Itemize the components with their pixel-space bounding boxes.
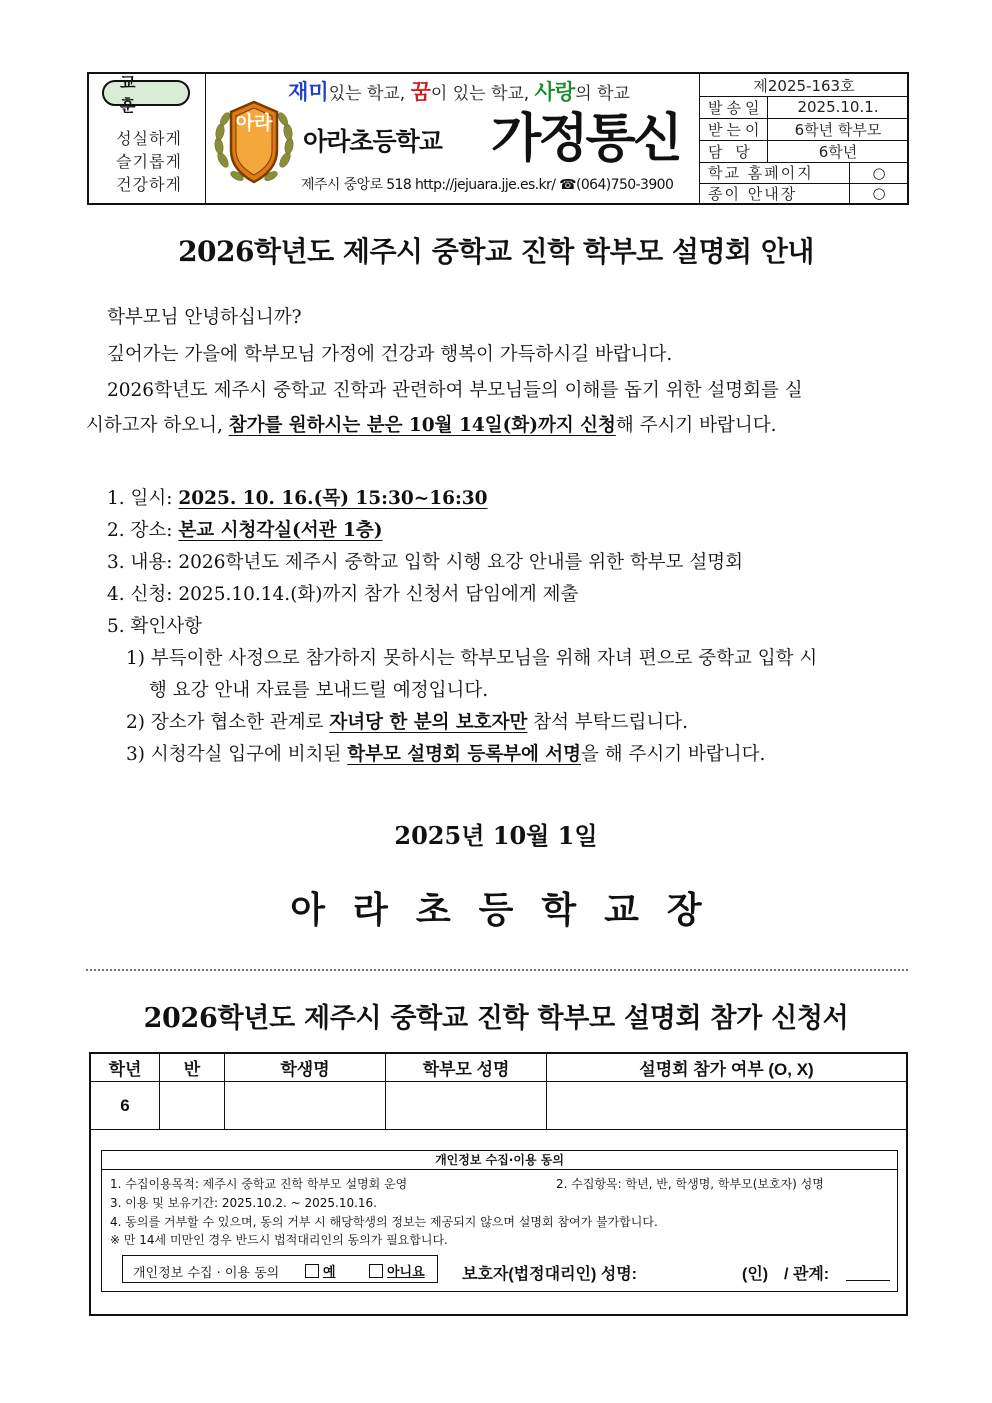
note-2-a: 2) 장소가 협소한 관계로 <box>126 712 330 733</box>
newsletter-header <box>87 72 909 205</box>
no-checkbox[interactable] <box>369 1264 383 1278</box>
item-place-value: 본교 시청각실(서관 1층) <box>178 520 383 541</box>
note-1: 1) 부득이한 사정으로 참가하지 못하시는 학부모님을 위해 자녀 편으로 중학교 입학 시 <box>126 648 818 669</box>
in-charge-row <box>700 140 908 163</box>
doc-number-row <box>700 74 908 97</box>
motto-badge: 교 훈 <box>102 80 190 106</box>
item-datetime-label: 1. 일시: <box>107 488 179 509</box>
consent-title: 개인정보 수집·이용 동의 <box>102 1151 897 1170</box>
cell-parent-name[interactable] <box>386 1082 547 1130</box>
relation-input-line[interactable] <box>846 1280 890 1281</box>
guardian-name-label: 보호자(법정대리인) 성명: <box>462 1266 637 1283</box>
slogan-part1: 있는 학교, <box>328 84 411 104</box>
note-2-b: 참석 부탁드립니다. <box>527 712 689 733</box>
relation-label: / 관계: <box>784 1266 830 1283</box>
cell-grade: 6 <box>91 1082 160 1130</box>
recipient-label: 받는이 <box>700 118 768 140</box>
item-place <box>107 516 383 542</box>
table-header-row <box>91 1054 906 1082</box>
send-date-value: 2025.10.1. <box>797 98 879 116</box>
slogan-part3: 의 학교 <box>575 84 630 104</box>
slogan-dream: 꿈 <box>410 80 431 104</box>
consent-minor-note: ※ 만 14세 미만인 경우 반드시 법적대리인의 동의가 필요합니다. <box>110 1233 448 1247</box>
body-line-4 <box>86 411 777 437</box>
slogan-love: 사랑 <box>534 80 576 104</box>
document-title: 2026학년도 제주시 중학교 진학 학부모 설명회 안내 <box>178 235 814 268</box>
body-line-4-a: 시하고자 하오니, <box>86 415 229 436</box>
consent-choice-label: 개인정보 수집 · 이용 동의 <box>133 1266 280 1281</box>
consent-items: 2. 수집항목: 학년, 반, 학생명, 학부모(보호자) 성명 <box>556 1177 824 1191</box>
item-datetime-value: 2025. 10. 16.(목) 15:30~16:30 <box>178 488 488 509</box>
note-3 <box>126 740 765 766</box>
slogan-fun: 재미 <box>288 80 329 104</box>
item-content: 3. 내용: 2026학년도 제주시 중학교 입학 시행 요강 안내를 위한 학부모 설명회 <box>107 552 744 573</box>
recipient-row <box>700 118 908 141</box>
col-class: 반 <box>160 1054 225 1082</box>
form-title: 2026학년도 제주시 중학교 진학 학부모 설명회 참가 신청서 <box>143 1003 849 1034</box>
consent-period: 3. 이용 및 보유기간: 2025.10.2. ~ 2025.10.16. <box>110 1196 377 1210</box>
item-notes: 5. 확인사항 <box>107 616 203 637</box>
body-line-2: 깊어가는 가을에 학부모님 가정에 건강과 행복이 가득하시길 바랍니다. <box>107 344 673 365</box>
consent-no-option[interactable] <box>369 1261 425 1280</box>
issue-date: 2025년 10월 1일 <box>394 821 598 850</box>
item-datetime <box>107 484 488 510</box>
note-1-cont: 행 요강 안내 자료를 보내드릴 예정입니다. <box>149 680 489 701</box>
channel-paper-label: 종이 안내장 <box>700 183 850 203</box>
school-name: 아라초등학교 <box>303 127 442 156</box>
note-2-emphasis: 자녀당 한 분의 보호자만 <box>329 712 528 733</box>
motto-line-2: 슬기롭게 <box>116 152 182 171</box>
col-grade: 학년 <box>91 1054 160 1082</box>
cell-class[interactable] <box>160 1082 225 1130</box>
yes-checkbox[interactable] <box>305 1264 319 1278</box>
seal-mark: (인) <box>742 1266 769 1283</box>
send-date-row <box>700 96 908 119</box>
consent-choice-box <box>122 1255 438 1283</box>
application-table <box>91 1054 906 1130</box>
body-line-4-b: 해 주시기 바랍니다. <box>615 415 777 436</box>
channel-paper-row <box>700 183 908 203</box>
document-info-table <box>699 74 908 203</box>
note-3-b: 을 해 주시기 바랍니다. <box>581 744 766 765</box>
deadline-emphasis: 참가를 원하시는 분은 10월 14일(화)까지 신청 <box>228 415 616 436</box>
send-date-label: 발송일 <box>700 96 768 118</box>
note-3-a: 3) 시청각실 입구에 비치된 <box>126 744 348 765</box>
cell-student-name[interactable] <box>225 1082 386 1130</box>
channel-paper-mark: ○ <box>872 184 886 202</box>
cut-line <box>86 969 908 971</box>
school-address: 제주시 중앙로 518 http://jejuara.jje.es.kr/ ☎(064)750-3900 <box>301 177 674 193</box>
in-charge-label: 담 당 <box>700 140 768 162</box>
newsletter-title: 가정통신 <box>491 109 680 169</box>
recipient-value: 6학년 학부모 <box>794 120 882 139</box>
slogan-part2: 이 있는 학교, <box>430 84 535 104</box>
emblem-text: 아라 <box>235 112 273 134</box>
consent-purpose: 1. 수집이용목적: 제주시 중학교 진학 학부모 설명회 운영 <box>110 1177 408 1191</box>
greeting: 학부모님 안녕하십니까? <box>107 307 302 328</box>
table-row <box>91 1082 906 1130</box>
in-charge-value: 6학년 <box>818 142 858 161</box>
item-place-label: 2. 장소: <box>107 520 179 541</box>
item-apply: 4. 신청: 2025.10.14.(화)까지 참가 신청서 담임에게 제출 <box>107 584 579 605</box>
col-student-name: 학생명 <box>225 1054 386 1082</box>
school-motto-panel <box>89 74 206 203</box>
body-line-3: 2026학년도 제주시 중학교 진학과 관련하여 부모님들의 이해를 돕기 위한 설명회를 실 <box>107 380 803 401</box>
col-parent-name: 학부모 성명 <box>386 1054 547 1082</box>
note-3-emphasis: 학부모 설명회 등록부에 서명 <box>347 744 582 765</box>
consent-refusal: 4. 동의를 거부할 수 있으며, 동의 거부 시 해당학생의 정보는 제공되지 않으며 설명회 참여가 불가합니다. <box>110 1215 658 1229</box>
privacy-consent-box <box>101 1150 898 1292</box>
motto-line-3: 건강하게 <box>116 175 182 194</box>
motto-line-1: 성실하게 <box>116 129 182 148</box>
doc-number: 제2025-163호 <box>753 76 855 95</box>
note-2 <box>126 708 688 734</box>
channel-homepage-label: 학교 홈페이지 <box>700 162 850 183</box>
no-label: 아니요 <box>387 1265 425 1280</box>
consent-yes-option[interactable] <box>305 1261 336 1280</box>
col-attendance: 설명회 참가 여부 (O, X) <box>547 1054 907 1082</box>
yes-label: 예 <box>323 1265 336 1280</box>
cell-attendance[interactable] <box>547 1082 907 1130</box>
principal-signature: 아라초등학교장 <box>290 889 730 931</box>
channel-homepage-mark: ○ <box>872 163 886 182</box>
channel-homepage-row <box>700 162 908 184</box>
